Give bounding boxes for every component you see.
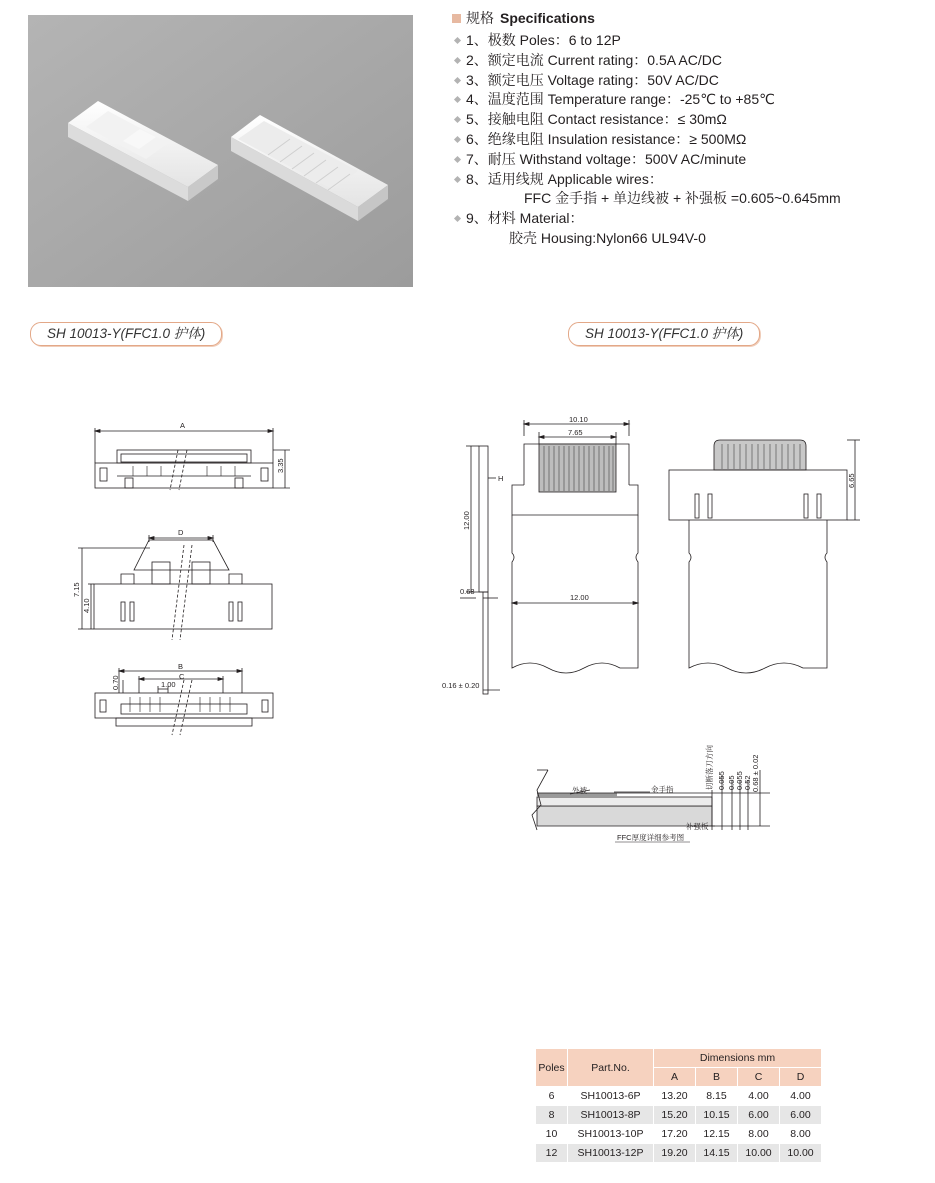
cell-d: 4.00 bbox=[780, 1087, 822, 1106]
spec-item-text: 1、极数 Poles：6 to 12P bbox=[466, 32, 621, 48]
spec-item-text: 7、耐压 Withstand voltage：500V AC/minute bbox=[466, 150, 747, 167]
spec-heading-en: Specifications bbox=[500, 10, 595, 26]
header-part-no: Part.No. bbox=[568, 1049, 654, 1087]
dim-h-label: H bbox=[498, 474, 504, 483]
cell-poles: 6 bbox=[536, 1087, 568, 1106]
ffc-value-1: 0.055 bbox=[717, 771, 726, 790]
cell-c: 10.00 bbox=[738, 1144, 780, 1163]
ffc-stiffener-label: 补强板 bbox=[686, 822, 709, 831]
dim-715-label: 7.15 bbox=[72, 582, 81, 597]
dim-c-label: C bbox=[179, 672, 185, 681]
ffc-value-3: 0.055 bbox=[735, 771, 744, 790]
dim-1200-horizontal-label: 12.00 bbox=[570, 593, 589, 602]
cell-part: SH10013-8P bbox=[568, 1106, 654, 1125]
dim-765-label: 7.65 bbox=[568, 428, 583, 437]
table-row bbox=[536, 1087, 822, 1106]
ffc-side-view bbox=[460, 446, 500, 694]
spec-item-text: 6、绝缘电阻 Insulation resistance：≥ 500MΩ bbox=[466, 130, 747, 147]
cell-b: 12.15 bbox=[696, 1125, 738, 1144]
model-label-left: SH 10013-Y(FFC1.0 护体) bbox=[30, 322, 222, 346]
front-view-a bbox=[95, 428, 290, 490]
dim-070-label: 0.70 bbox=[111, 675, 120, 690]
spec-item-text: 8、适用线规 Applicable wires： bbox=[466, 170, 663, 187]
dim-b-label: B bbox=[178, 662, 184, 671]
header-b: B bbox=[696, 1068, 738, 1087]
dim-1200-vertical-label: 12.00 bbox=[462, 511, 471, 530]
spec-item9-detail: 胶壳 Housing:Nylon66 UL94V-0 bbox=[509, 229, 706, 246]
ffc-value-5: 0.68 ± 0.02 bbox=[751, 754, 760, 792]
table-row bbox=[536, 1125, 822, 1144]
cell-poles: 12 bbox=[536, 1144, 568, 1163]
spec-item8-detail: FFC 金手指 + 单边线被 + 补强板 =0.605~0.645mm bbox=[524, 190, 841, 207]
cell-poles: 8 bbox=[536, 1106, 568, 1125]
ffc-caption: FFC厚度详细参考图 bbox=[617, 833, 685, 842]
dim-100-label: 1.00 bbox=[161, 680, 176, 689]
cell-c: 6.00 bbox=[738, 1106, 780, 1125]
cell-a: 15.20 bbox=[654, 1106, 696, 1125]
cell-b: 10.15 bbox=[696, 1106, 738, 1125]
ffc-front-view bbox=[512, 420, 638, 673]
ffc-value-4: 0.52 bbox=[743, 775, 752, 790]
spec-heading-cn: 规格 bbox=[466, 10, 494, 26]
cell-part: SH10013-12P bbox=[568, 1144, 654, 1163]
dim-068-label: 0.68 bbox=[460, 587, 475, 596]
spec-item-text: 4、温度范围 Temperature range：-25℃ to +85℃ bbox=[466, 91, 775, 108]
dim-410-label: 4.10 bbox=[82, 598, 91, 613]
ffc-value-2: 0.05 bbox=[727, 775, 736, 790]
cell-d: 10.00 bbox=[780, 1144, 822, 1163]
spec-item-text: 3、额定电压 Voltage rating：50V AC/DC bbox=[466, 71, 719, 88]
header-d: D bbox=[780, 1068, 822, 1087]
cell-b: 14.15 bbox=[696, 1144, 738, 1163]
dim-a-label: A bbox=[180, 421, 186, 430]
dim-d-label: D bbox=[178, 528, 184, 537]
cell-b: 8.15 bbox=[696, 1087, 738, 1106]
spec-item-text: 9、材料 Material： bbox=[466, 210, 584, 227]
dim-665-label: 6.65 bbox=[847, 473, 856, 488]
connector-with-ffc-view bbox=[669, 440, 860, 673]
spec-item-text: 5、接触电阻 Contact resistance：≤ 30mΩ bbox=[466, 111, 727, 128]
ffc-finger-label: 金手指 bbox=[651, 785, 674, 794]
cell-c: 4.00 bbox=[738, 1087, 780, 1106]
header-dimensions: Dimensions mm bbox=[654, 1049, 822, 1068]
cell-d: 8.00 bbox=[780, 1125, 822, 1144]
cell-a: 13.20 bbox=[654, 1087, 696, 1106]
cell-c: 8.00 bbox=[738, 1125, 780, 1144]
spec-item-text: 2、额定电流 Current rating：0.5A AC/DC bbox=[466, 51, 722, 68]
dimensions-table bbox=[535, 1048, 822, 1163]
table-row bbox=[536, 1144, 822, 1163]
dim-335-label: 3.35 bbox=[276, 458, 285, 473]
ffc-cut-direction-label: 切断落刀方向 bbox=[705, 745, 714, 790]
dim-1010-label: 10.10 bbox=[569, 415, 588, 424]
cell-a: 19.20 bbox=[654, 1144, 696, 1163]
cell-poles: 10 bbox=[536, 1125, 568, 1144]
ffc-outer-label: 外被 bbox=[572, 786, 587, 795]
table-header-row bbox=[536, 1049, 822, 1068]
header-c: C bbox=[738, 1068, 780, 1087]
table-row bbox=[536, 1106, 822, 1125]
cell-a: 17.20 bbox=[654, 1125, 696, 1144]
cell-d: 6.00 bbox=[780, 1106, 822, 1125]
model-label-right: SH 10013-Y(FFC1.0 护体) bbox=[568, 322, 760, 346]
header-poles: Poles bbox=[536, 1049, 568, 1087]
header-a: A bbox=[654, 1068, 696, 1087]
cell-part: SH10013-10P bbox=[568, 1125, 654, 1144]
dim-016-label: 0.16 ± 0.20 bbox=[442, 681, 480, 690]
side-view-d bbox=[78, 535, 272, 640]
cell-part: SH10013-6P bbox=[568, 1087, 654, 1106]
